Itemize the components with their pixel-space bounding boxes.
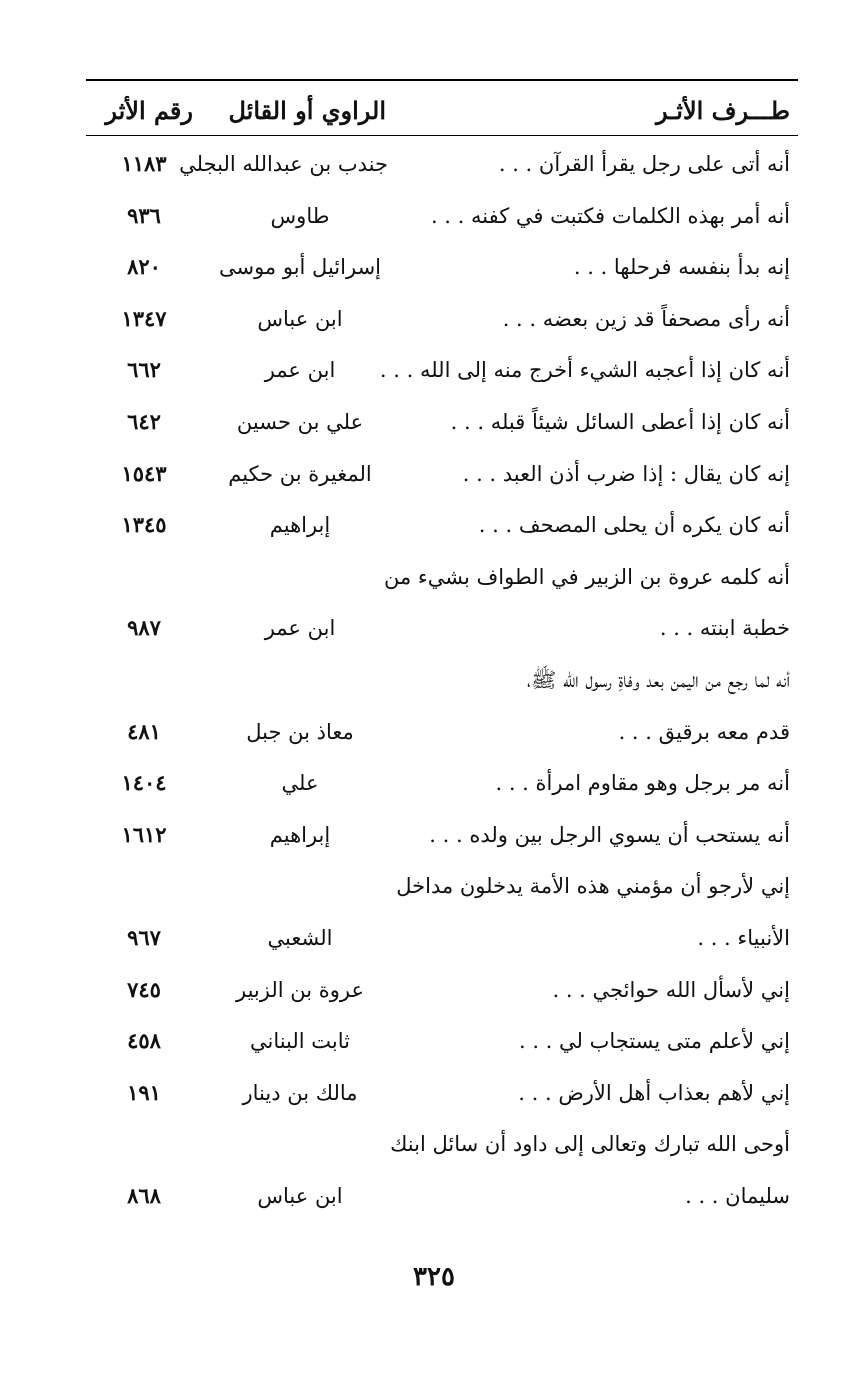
rawi-name: مالك بن دينار	[242, 1080, 358, 1105]
athar-text: الأنبياء . . .	[697, 926, 790, 950]
athar-text: أوحى الله تبارك وتعالى إلى داود أن سائل ابنك	[390, 1132, 790, 1157]
rawi-name: ابن عمر	[264, 358, 336, 383]
rawi-name: إبراهيم	[269, 822, 331, 847]
athar-number: ٤٥٨	[127, 1028, 161, 1054]
athar-text: أنه أتى على رجل يقرأ القرآن . . .	[498, 152, 790, 176]
table-row	[86, 241, 798, 293]
rawi-name: ابن عمر	[264, 616, 336, 641]
athar-number: ١٦١٢	[121, 821, 167, 847]
table-row	[86, 551, 798, 603]
table-row	[86, 1118, 798, 1170]
athar-text: إني لأرجو أن مؤمني هذه الأمة يدخلون مداخل	[396, 874, 790, 899]
rawi-name: ابن عباس	[257, 1184, 343, 1208]
table-row	[86, 293, 798, 345]
athar-number: ١٣٤٧	[121, 305, 167, 331]
table-row	[86, 809, 798, 861]
table-row	[86, 654, 798, 706]
rawi-name: علي بن حسين	[236, 410, 364, 434]
athar-number: ٨٦٨	[127, 1183, 161, 1208]
table-row	[86, 396, 798, 448]
rawi-name: إسرائيل أبو موسى	[218, 255, 381, 280]
table-row	[86, 1067, 798, 1119]
athar-number: ١٣٤٥	[121, 512, 167, 538]
table-row	[86, 448, 798, 500]
header-number: رقم الأثر	[105, 96, 193, 125]
rawi-name: عروة بن الزبير	[235, 977, 365, 1002]
athar-number: ٩٦٧	[127, 925, 161, 950]
athar-text: أنه يستحب أن يسوي الرجل بين ولده . . .	[429, 822, 790, 847]
athar-text: إني لأعلم متى يستجاب لي . . .	[518, 1029, 790, 1054]
athar-number: ١١٨٣	[121, 151, 167, 176]
top-rule	[86, 79, 798, 81]
rawi-name: طاوس	[270, 203, 330, 228]
table-row	[86, 912, 798, 964]
athar-text: أنه كان إذا أعطى السائل شيئاً قبله . . .	[450, 410, 790, 434]
table-body	[86, 136, 798, 1236]
rawi-name: ثابت البناني	[249, 1029, 351, 1054]
header-rawi: الراوي أو القائل	[228, 96, 386, 125]
athar-text: أنه مر برجل وهو مقاوم امرأة . . .	[495, 771, 790, 796]
table-row	[86, 706, 798, 758]
athar-text: إنه بدأ بنفسه فرحلها . . .	[573, 255, 790, 280]
athar-number: ٩٨٧	[127, 615, 161, 641]
athar-text: أنه لما رجع من اليمن بعد وفاةِ رسول الله ﷺ،	[526, 668, 790, 692]
table-row	[86, 499, 798, 551]
athar-text: أنه رأى مصحفاً قد زين بعضه . . .	[502, 306, 790, 331]
table-header	[86, 88, 798, 132]
table-row	[86, 1170, 798, 1222]
page-number: ٣٢٥	[413, 1262, 455, 1292]
athar-number: ١٤٠٤	[121, 770, 167, 796]
rawi-name: علي	[281, 771, 319, 796]
table-row	[86, 190, 798, 242]
table-row	[86, 602, 798, 654]
table-row	[86, 860, 798, 912]
rawi-name: المغيرة بن حكيم	[228, 461, 372, 486]
athar-text: إني لأسأل الله حوائجي . . .	[552, 977, 790, 1002]
athar-number: ٧٤٥	[127, 976, 161, 1002]
table-row	[86, 757, 798, 809]
athar-text: أنه كلمه عروة بن الزبير في الطواف بشيء من	[383, 564, 790, 589]
athar-number: ١٥٤٣	[121, 460, 167, 486]
athar-number: ١٩١	[127, 1079, 161, 1105]
table-row	[86, 344, 798, 396]
athar-text: أنه كان إذا أعجبه الشيء أخرج منه إلى الله . . .	[379, 358, 790, 383]
athar-text: إني لأهم بعذاب أهل الأرض . . .	[518, 1080, 790, 1105]
athar-number: ٦٦٢	[127, 357, 161, 383]
athar-number: ٩٣٦	[127, 202, 161, 228]
athar-text: خطبة ابنته . . .	[659, 616, 790, 641]
athar-number: ٦٤٢	[127, 409, 161, 434]
rawi-name: الشعبي	[267, 926, 333, 950]
athar-text: أنه كان يكره أن يحلى المصحف . . .	[478, 513, 790, 538]
rawi-name: ابن عباس	[257, 306, 343, 331]
rawi-name: جندب بن عبدالله البجلي	[179, 152, 388, 176]
rawi-name: معاذ بن جبل	[246, 719, 354, 744]
table-row	[86, 964, 798, 1016]
athar-text: أنه أمر بهذه الكلمات فكتبت في كفنه . . .	[430, 203, 790, 228]
athar-number: ٤٨١	[127, 718, 161, 744]
athar-text: سليمان . . .	[685, 1184, 790, 1208]
athar-number: ٨٢٠	[127, 254, 161, 280]
athar-text: إنه كان يقال : إذا ضرب أذن العبد . . .	[462, 461, 790, 486]
table-row	[86, 138, 798, 190]
table-row	[86, 1015, 798, 1067]
rawi-name: إبراهيم	[269, 513, 331, 538]
athar-text: قدم معه برقيق . . .	[618, 719, 790, 744]
header-athar: طـــرف الأثـر	[656, 96, 790, 125]
